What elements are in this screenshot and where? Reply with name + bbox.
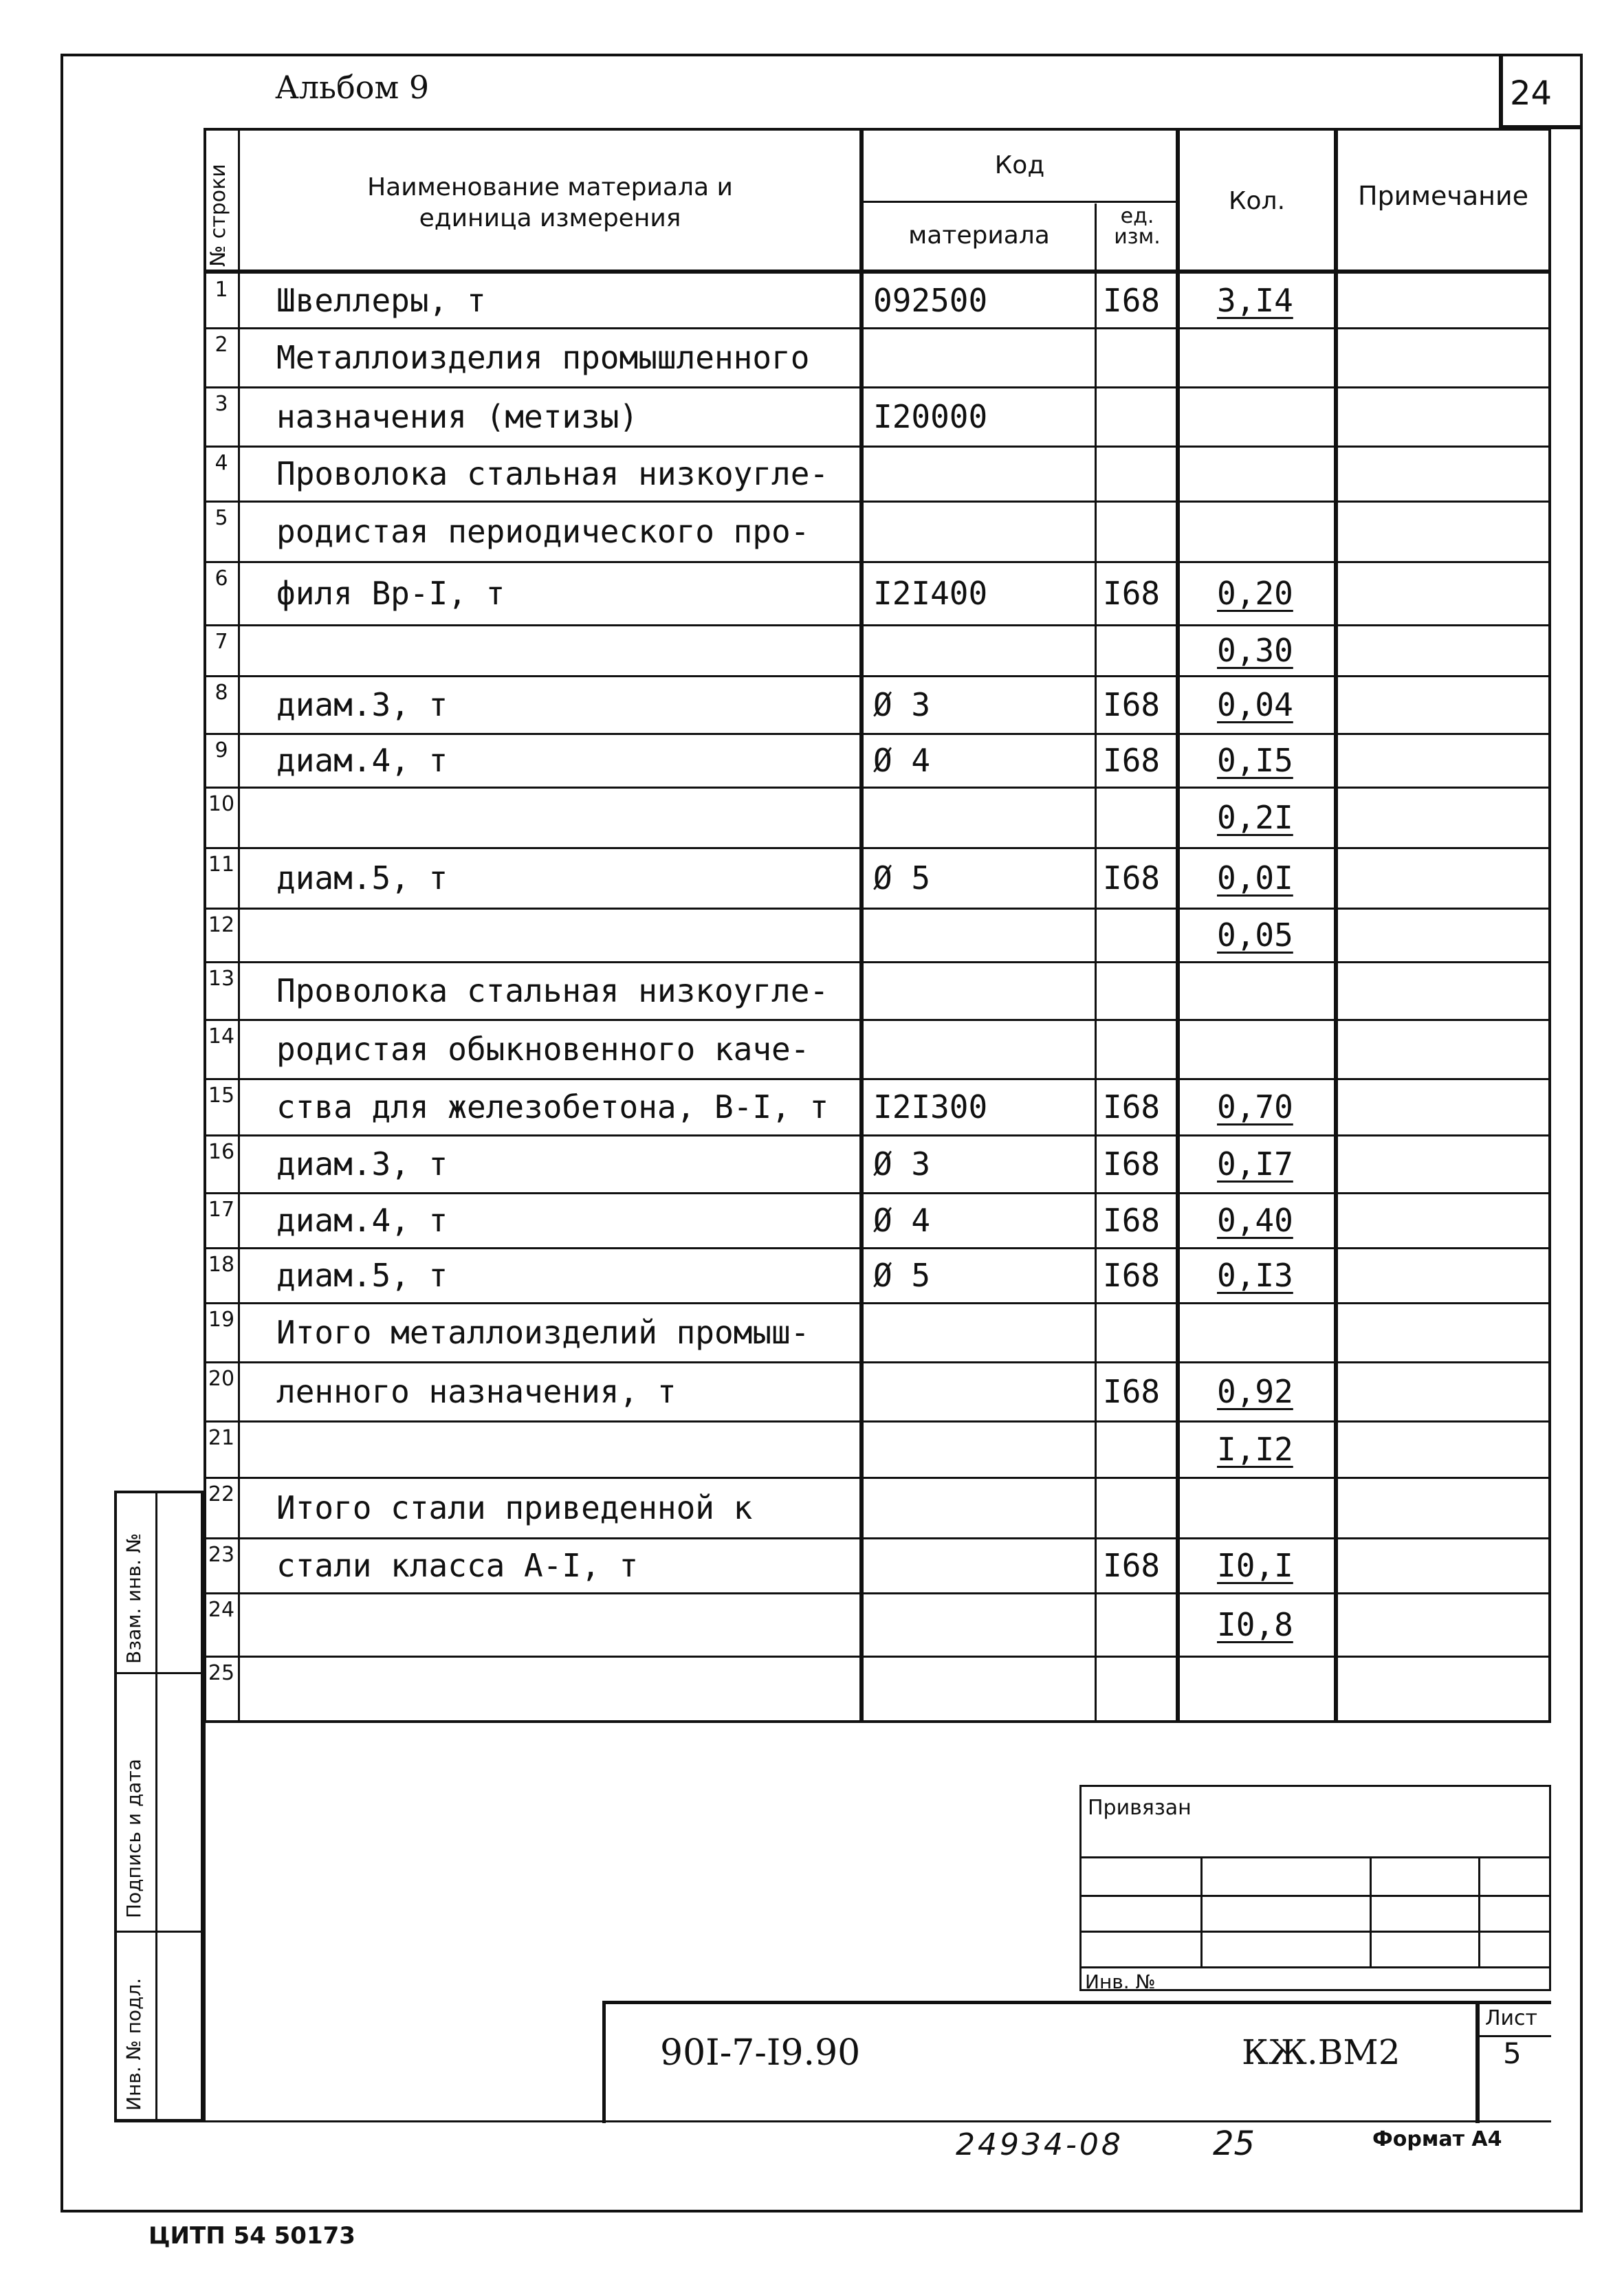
row-number: 15 <box>208 1084 235 1108</box>
quantity: I0,I <box>1217 1547 1293 1584</box>
row-number: 7 <box>215 630 228 654</box>
row-rule <box>204 1134 1551 1136</box>
tb-col-2 <box>1370 1856 1372 1966</box>
sheet-box-divider <box>1475 2001 1480 2123</box>
quantity: 0,70 <box>1217 1088 1293 1125</box>
row-number: 8 <box>215 681 228 705</box>
side-stamp-vzam: Взам. инв. № <box>122 1533 145 1664</box>
quantity: 0,20 <box>1217 575 1293 612</box>
row-rule <box>204 847 1551 849</box>
row-rule <box>204 1537 1551 1539</box>
quantity: 0,I5 <box>1217 742 1293 779</box>
row-number: 22 <box>208 1482 235 1506</box>
sheet-value: 5 <box>1503 2036 1522 2070</box>
row-number: 5 <box>215 506 228 530</box>
header-qty: Кол. <box>1228 187 1286 215</box>
privyazan-label: Привязан <box>1088 1796 1192 1820</box>
row-number: 9 <box>215 738 228 762</box>
col-line-rownum <box>238 128 240 1723</box>
tb-rule-2 <box>1079 1895 1551 1897</box>
material-name: родистая периодического про- <box>276 513 810 550</box>
row-number: 12 <box>208 913 235 937</box>
row-rule <box>204 1019 1551 1021</box>
row-number: 24 <box>208 1598 235 1622</box>
material-name: ленного назначения, т <box>276 1373 677 1410</box>
col-line-name <box>859 128 864 1723</box>
row-rule <box>204 1477 1551 1479</box>
row-number: 13 <box>208 967 235 991</box>
material-code: Ø 5 <box>873 859 931 897</box>
unit-code: I68 <box>1103 686 1161 723</box>
row-number: 1 <box>215 278 228 302</box>
material-name: назначения (метизы) <box>276 398 639 435</box>
material-code: Ø 3 <box>873 1145 931 1183</box>
header-row-no: № строки <box>206 164 230 267</box>
quantity: 0,I3 <box>1217 1257 1293 1294</box>
tb-col-3 <box>1478 1856 1480 1966</box>
tb-rule-3 <box>1079 1931 1551 1933</box>
unit-code: I68 <box>1103 1373 1161 1410</box>
quantity: 0,40 <box>1217 1202 1293 1239</box>
row-rule <box>204 1592 1551 1594</box>
col-line-material <box>1095 204 1097 1723</box>
material-code: I20000 <box>873 398 988 435</box>
page-hand: 25 <box>1213 2124 1255 2163</box>
row-number: 14 <box>208 1024 235 1048</box>
unit-code: I68 <box>1103 742 1161 779</box>
row-number: 2 <box>215 333 228 357</box>
row-number: 3 <box>215 392 228 416</box>
row-number: 19 <box>208 1308 235 1332</box>
material-name: Проволока стальная низкоугле- <box>276 455 829 492</box>
order-number: 24934-08 <box>956 2127 1123 2162</box>
doc-code: КЖ.ВМ2 <box>1242 2032 1401 2072</box>
material-name: стали класса А-I, т <box>276 1547 639 1584</box>
material-name: диам.5, т <box>276 1257 448 1294</box>
side-stamp-inv-podl: Инв. № подл. <box>122 1977 145 2111</box>
tb-rule-4 <box>1079 1966 1551 1968</box>
material-name: диам.3, т <box>276 1145 448 1183</box>
row-number: 4 <box>215 451 228 475</box>
header-bottom-rule <box>204 270 1551 274</box>
row-number: 20 <box>208 1367 235 1391</box>
sheet-label: Лист <box>1485 2006 1538 2030</box>
row-rule <box>204 446 1551 448</box>
row-rule <box>204 624 1551 626</box>
quantity: 0,05 <box>1217 916 1293 954</box>
row-rule <box>204 1302 1551 1304</box>
unit-code: I68 <box>1103 282 1161 319</box>
material-name: Итого стали приведенной к <box>276 1489 753 1526</box>
quantity: 0,2I <box>1217 799 1293 836</box>
header-code: Код <box>994 151 1045 179</box>
material-code: Ø 4 <box>873 1202 931 1239</box>
row-rule <box>204 908 1551 910</box>
header-name: Наименование материала и единица измерения <box>367 173 733 232</box>
row-rule <box>204 1361 1551 1363</box>
side-stamp-rule-1 <box>114 1672 204 1674</box>
side-stamp-rule-2 <box>114 1931 204 1933</box>
tb-rule-1 <box>1079 1856 1551 1858</box>
material-name: ства для железобетона, В-I, т <box>276 1088 829 1125</box>
quantity: 0,30 <box>1217 632 1293 669</box>
album-title: Альбом 9 <box>275 69 430 106</box>
material-name: родистая обыкновенного каче- <box>276 1031 810 1068</box>
material-code: I2I300 <box>873 1088 988 1125</box>
material-code: Ø 5 <box>873 1257 931 1294</box>
row-rule <box>204 327 1551 329</box>
material-name: Швеллеры, т <box>276 282 486 319</box>
row-rule <box>204 1656 1551 1658</box>
unit-code: I68 <box>1103 1088 1161 1125</box>
quantity: I,I2 <box>1217 1431 1293 1468</box>
unit-code: I68 <box>1103 1257 1161 1294</box>
doc-number: 90I-7-I9.90 <box>660 2032 861 2074</box>
code-subheader-rule <box>859 201 1176 203</box>
quantity: 0,I7 <box>1217 1145 1293 1183</box>
row-rule <box>204 386 1551 388</box>
quantity: 3,I4 <box>1217 282 1293 319</box>
row-rule <box>204 1192 1551 1194</box>
material-name: диам.4, т <box>276 1202 448 1239</box>
row-number: 23 <box>208 1543 235 1567</box>
row-rule <box>204 1247 1551 1249</box>
side-stamp-divider <box>155 1491 157 2122</box>
material-name: диам.3, т <box>276 686 448 723</box>
row-rule <box>204 675 1551 677</box>
inv-no-label: Инв. № <box>1085 1970 1156 1993</box>
material-code: 092500 <box>873 282 988 319</box>
material-name: Металлоизделия промышленного <box>276 339 810 376</box>
print-mark: ЦИТП 54 50173 <box>149 2222 355 2250</box>
left-inner-rule <box>204 1723 206 2122</box>
material-name: Проволока стальная низкоугле- <box>276 972 829 1009</box>
unit-code: I68 <box>1103 575 1161 612</box>
row-number: 18 <box>208 1253 235 1277</box>
row-number: 11 <box>208 853 235 877</box>
material-code: Ø 4 <box>873 742 931 779</box>
row-rule <box>204 561 1551 563</box>
material-name: филя Вр-I, т <box>276 575 505 612</box>
row-rule <box>204 961 1551 963</box>
col-line-unit <box>1176 128 1180 1723</box>
row-number: 17 <box>208 1198 235 1222</box>
format-label: Формат А4 <box>1372 2127 1502 2151</box>
row-number: 6 <box>215 567 228 591</box>
quantity: 0,92 <box>1217 1373 1293 1410</box>
header-note: Примечание <box>1357 181 1529 211</box>
page-number: 24 <box>1510 74 1552 113</box>
material-name: Итого металлоизделий промыш- <box>276 1314 810 1351</box>
material-name: диам.5, т <box>276 859 448 897</box>
tb-col-1 <box>1200 1856 1203 1966</box>
header-code-unit: ед. изм. <box>1114 204 1161 249</box>
row-number: 16 <box>208 1140 235 1164</box>
col-line-qty <box>1334 128 1338 1723</box>
row-rule <box>204 1420 1551 1423</box>
side-stamp-podpis: Подпись и дата <box>122 1759 145 1918</box>
row-rule <box>204 501 1551 503</box>
quantity: I0,8 <box>1217 1606 1293 1643</box>
row-number: 10 <box>208 792 235 816</box>
unit-code: I68 <box>1103 1202 1161 1239</box>
row-number: 21 <box>208 1426 235 1450</box>
unit-code: I68 <box>1103 1145 1161 1183</box>
row-rule <box>204 787 1551 789</box>
row-rule <box>204 733 1551 735</box>
row-rule <box>204 1078 1551 1080</box>
quantity: 0,04 <box>1217 686 1293 723</box>
unit-code: I68 <box>1103 1547 1161 1584</box>
material-code: I2I400 <box>873 575 988 612</box>
quantity: 0,0I <box>1217 859 1293 897</box>
material-code: Ø 3 <box>873 686 931 723</box>
row-number: 25 <box>208 1661 235 1685</box>
header-code-material: материала <box>908 221 1050 250</box>
material-name: диам.4, т <box>276 742 448 779</box>
unit-code: I68 <box>1103 859 1161 897</box>
